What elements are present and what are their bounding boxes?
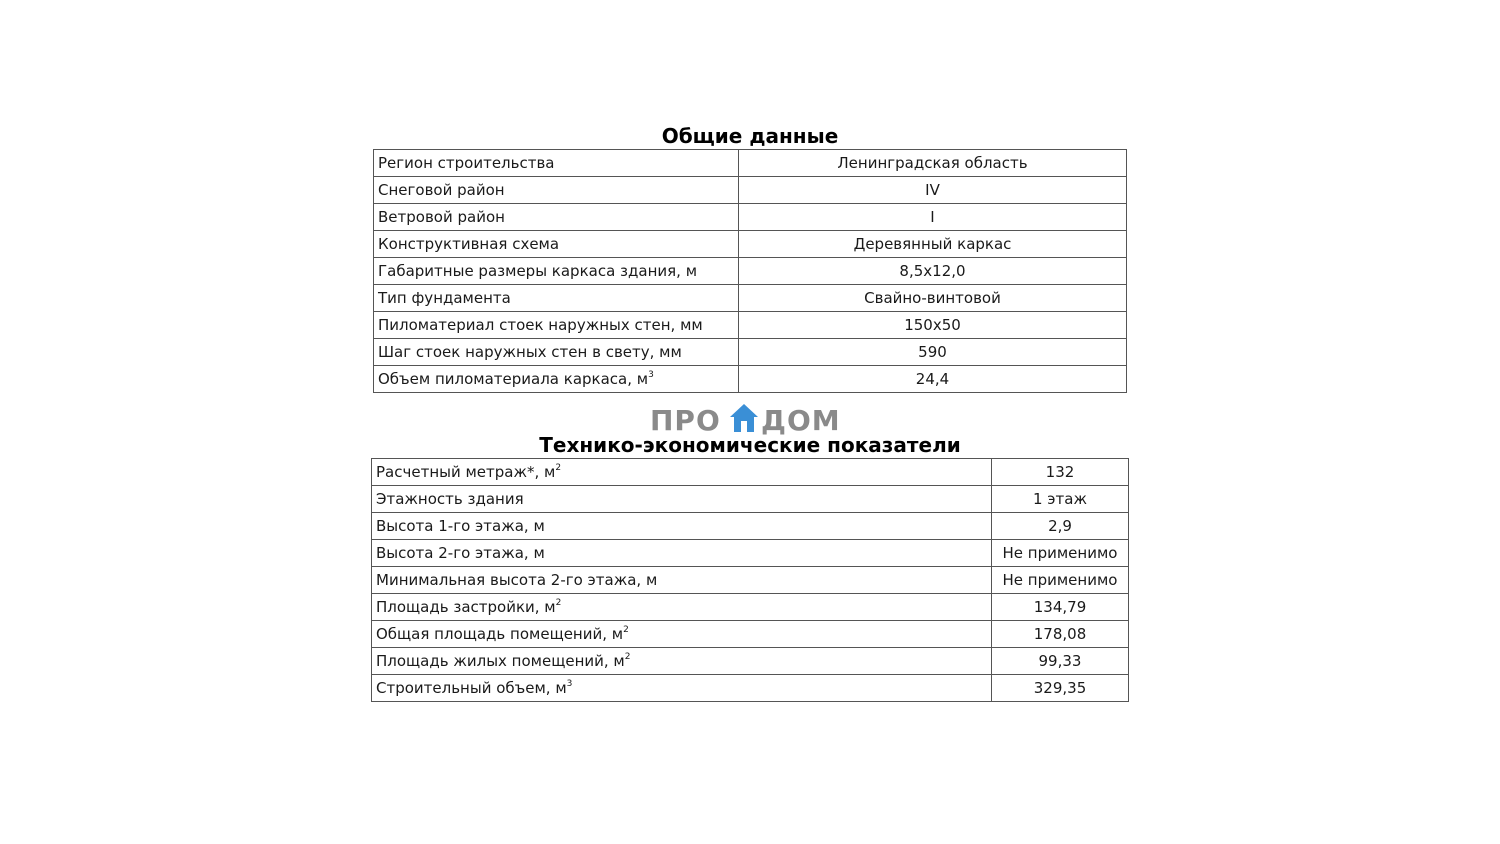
row-label: Объем пиломатериала каркаса, м (378, 370, 649, 388)
row-label: Снеговой район (378, 181, 505, 199)
table-row (372, 540, 1129, 567)
row-value: Не применимо (992, 567, 1129, 594)
row-value: 8,5x12,0 (739, 258, 1127, 285)
row-label-cell (372, 648, 992, 675)
row-label-cell (374, 258, 739, 285)
row-value: 2,9 (992, 513, 1129, 540)
tech-indicators-table (371, 458, 1129, 702)
row-label-cell (374, 339, 739, 366)
row-label: Высота 2-го этажа, м (376, 544, 545, 562)
row-label: Шаг стоек наружных стен в свету, мм (378, 343, 682, 361)
row-label: Площадь жилых помещений, м (376, 652, 625, 670)
table-row (372, 486, 1129, 513)
row-value: Не применимо (992, 540, 1129, 567)
row-label-cell (372, 540, 992, 567)
table-row (374, 231, 1127, 258)
general-data-table (373, 149, 1127, 393)
row-value: Свайно-винтовой (739, 285, 1127, 312)
row-value: 150x50 (739, 312, 1127, 339)
table-row (372, 513, 1129, 540)
row-label-cell (372, 594, 992, 621)
row-value: 24,4 (739, 366, 1127, 393)
row-value: Деревянный каркас (739, 231, 1127, 258)
row-label: Строительный объем, м (376, 679, 567, 697)
table-row (372, 594, 1129, 621)
row-value: 590 (739, 339, 1127, 366)
row-label: Ветровой район (378, 208, 505, 226)
tech-indicators-title: Технико-экономические показатели (539, 433, 961, 457)
row-label-cell (372, 513, 992, 540)
row-label: Регион строительства (378, 154, 555, 172)
row-value: 329,35 (992, 675, 1129, 702)
tech-indicators-table-body (372, 459, 1129, 702)
row-label-cell (372, 621, 992, 648)
row-label: Габаритные размеры каркаса здания, м (378, 262, 698, 280)
row-label: Этажность здания (376, 490, 524, 508)
row-label-cell (374, 231, 739, 258)
row-label-cell (374, 312, 739, 339)
table-row (374, 366, 1127, 393)
row-value: Ленинградская область (739, 150, 1127, 177)
logo-text-left: ПРО (650, 404, 721, 437)
row-value: 134,79 (992, 594, 1129, 621)
table-row (374, 204, 1127, 231)
table-row (374, 258, 1127, 285)
row-label: Тип фундамента (378, 289, 511, 307)
table-row (374, 339, 1127, 366)
table-row (374, 285, 1127, 312)
row-value: IV (739, 177, 1127, 204)
table-row (374, 177, 1127, 204)
table-row (372, 567, 1129, 594)
table-row (374, 312, 1127, 339)
house-icon (728, 402, 760, 434)
row-label-cell (374, 177, 739, 204)
row-value: 132 (992, 459, 1129, 486)
unit-exponent: 2 (624, 652, 631, 662)
row-value: 99,33 (992, 648, 1129, 675)
table-row (374, 150, 1127, 177)
table-row (372, 621, 1129, 648)
logo-text-right: ДОМ (761, 404, 841, 437)
unit-exponent: 3 (566, 679, 573, 689)
row-label: Пиломатериал стоек наружных стен, мм (378, 316, 703, 334)
table-row (372, 675, 1129, 702)
row-label-cell (372, 675, 992, 702)
row-label-cell (374, 366, 739, 393)
general-data-title: Общие данные (661, 124, 839, 148)
row-label: Конструктивная схема (378, 235, 560, 253)
row-label: Общая площадь помещений, м (376, 625, 624, 643)
row-value: 178,08 (992, 621, 1129, 648)
row-label: Минимальная высота 2-го этажа, м (376, 571, 658, 589)
unit-exponent: 2 (623, 625, 629, 635)
unit-exponent: 2 (555, 598, 562, 608)
row-label: Площадь застройки, м (376, 598, 556, 616)
row-value: I (739, 204, 1127, 231)
unit-exponent: 3 (648, 370, 654, 380)
row-label-cell (374, 150, 739, 177)
row-label: Высота 1-го этажа, м (376, 517, 545, 535)
general-data-table-body (374, 150, 1127, 393)
table-row (372, 459, 1129, 486)
row-label-cell (372, 459, 992, 486)
row-value: 1 этаж (992, 486, 1129, 513)
row-label-cell (372, 486, 992, 513)
row-label-cell (374, 285, 739, 312)
row-label-cell (372, 567, 992, 594)
unit-exponent: 2 (555, 463, 562, 473)
row-label: Расчетный метраж*, м (376, 463, 556, 481)
table-row (372, 648, 1129, 675)
row-label-cell (374, 204, 739, 231)
